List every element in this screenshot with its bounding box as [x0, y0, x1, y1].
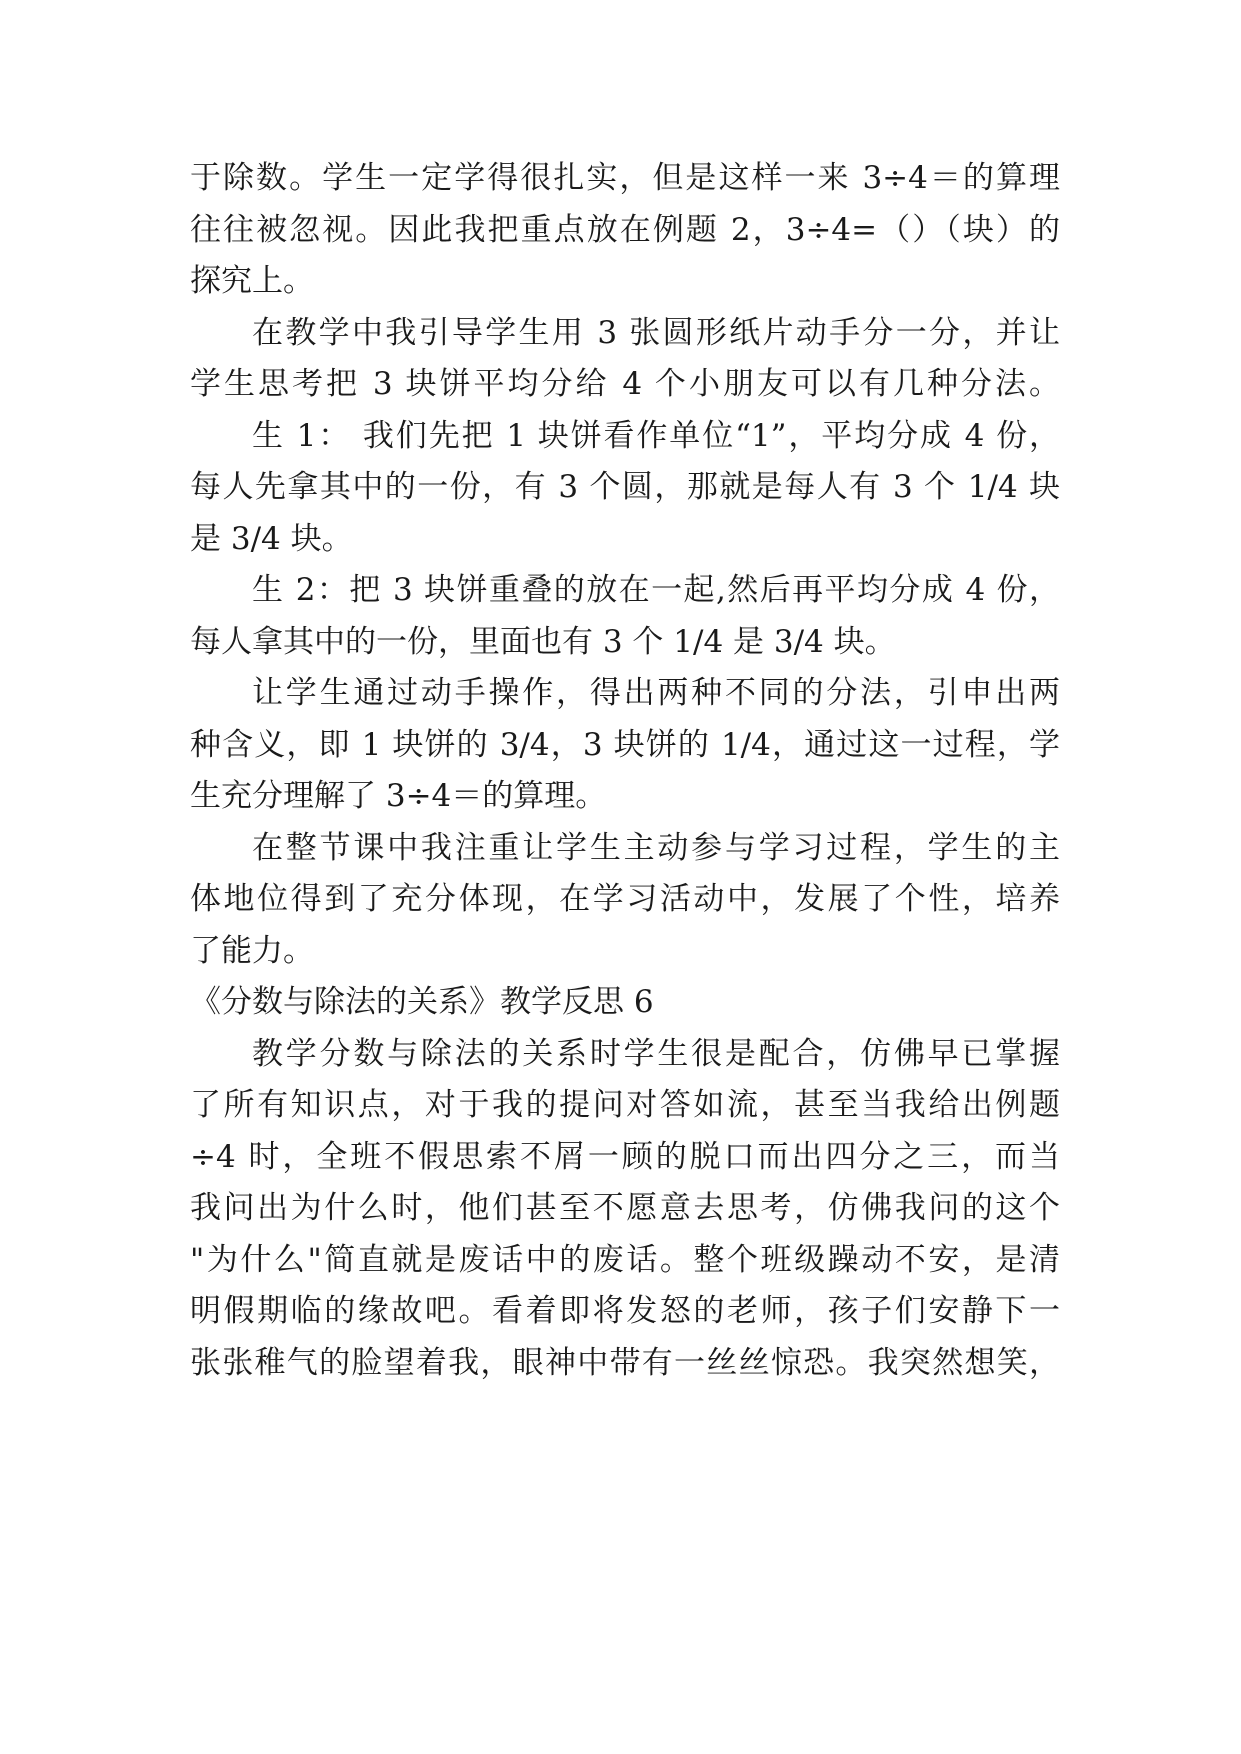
text-line: 每人先拿其中的一份，有 3 个圆，那就是每人有 3 个 1/4 块 [190, 469, 1060, 505]
text-line: 体地位得到了充分体现，在学习活动中，发展了个性，培养 [190, 881, 1060, 917]
text-line: 张张稚气的脸望着我，眼神中带有一丝丝惊恐。我突然想笑， [190, 1345, 1060, 1381]
text-line: 往往被忽视。因此我把重点放在例题 2，3÷4=（）（块）的 [190, 212, 1060, 248]
text-line: 学生思考把 3 块饼平均分给 4 个小朋友可以有几种分法。 [190, 366, 1060, 402]
paragraph-first-line: 教学分数与除法的关系时学生很是配合，仿佛早已掌握 [252, 1036, 1060, 1072]
paragraph-first-line: 生 1： 我们先把 1 块饼看作单位“1”，平均分成 4 份， [252, 418, 1060, 454]
paragraph-first-line: 在整节课中我注重让学生主动参与学习过程，学生的主 [252, 830, 1060, 866]
text-line: 了所有知识点，对于我的提问对答如流，甚至当我给出例题 [190, 1087, 1060, 1123]
text-line: "为什么"简直就是废话中的废话。整个班级躁动不安，是清 [190, 1242, 1060, 1278]
text-line: 生充分理解了 3÷4＝的算理。 [190, 778, 607, 814]
text-line: 是 3/4 块。 [190, 521, 353, 557]
text-line: 明假期临的缘故吧。看着即将发怒的老师，孩子们安静下一 [190, 1293, 1060, 1329]
paragraph-first-line: 在教学中我引导学生用 3 张圆形纸片动手分一分，并让 [252, 315, 1060, 351]
text-line: 种含义，即 1 块饼的 3/4，3 块饼的 1/4，通过这一过程，学 [190, 727, 1060, 763]
text-line: 于除数。学生一定学得很扎实，但是这样一来 3÷4＝的算理 [190, 160, 1060, 196]
paragraph-first-line: 生 2：把 3 块饼重叠的放在一起,然后再平均分成 4 份， [252, 572, 1060, 608]
paragraph-first-line: 让学生通过动手操作，得出两种不同的分法，引申出两 [252, 675, 1060, 711]
text-line: 我问出为什么时，他们甚至不愿意去思考，仿佛我问的这个 [190, 1190, 1060, 1226]
text-line: 了能力。 [190, 933, 314, 969]
section-heading: 《分数与除法的关系》教学反思 6 [190, 984, 654, 1020]
text-line: 探究上。 [190, 263, 314, 299]
text-line: 每人拿其中的一份，里面也有 3 个 1/4 是 3/4 块。 [190, 624, 896, 660]
text-line: ÷4 时，全班不假思索不屑一顾的脱口而出四分之三，而当 [190, 1139, 1060, 1175]
